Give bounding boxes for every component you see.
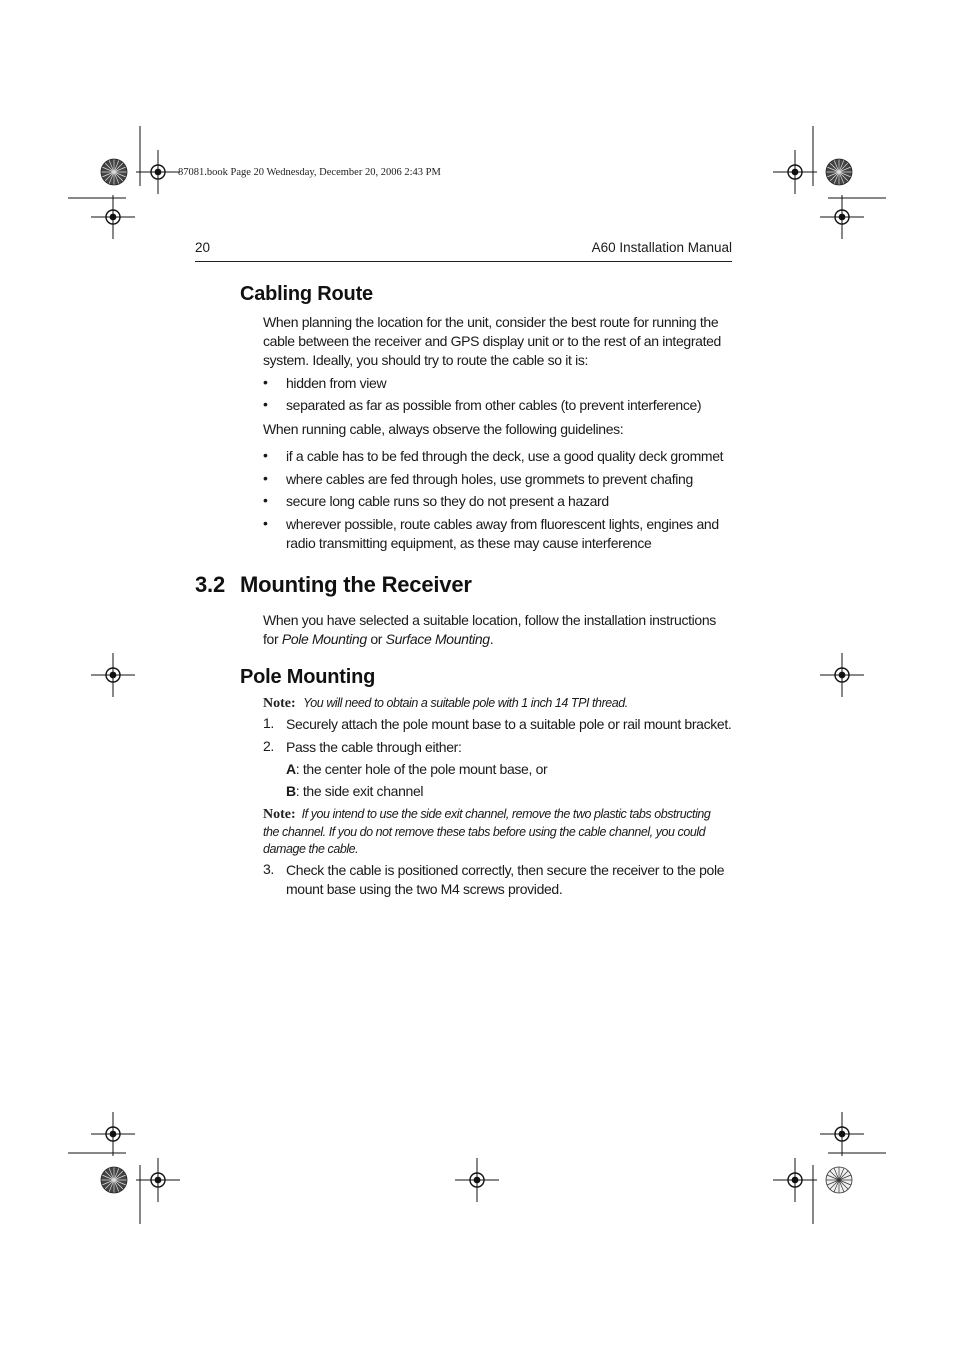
step-text: Securely attach the pole mount base to a suitable pole or rail mount bracket.: [286, 716, 732, 732]
text-line: cable between the receiver and GPS display unit or to the rest of an integrated: [263, 333, 721, 349]
guidelines-intro: When running cable, always observe the following guidelines:: [263, 421, 624, 437]
cabling-intro: [263, 313, 721, 370]
text-span: for: [263, 631, 282, 647]
note-text: You will need to obtain a suitable pole with 1 inch 14 TPI thread.: [303, 696, 628, 710]
note-label: Note:: [263, 807, 296, 822]
text-line: When planning the location for the unit, consider the best route for running the: [263, 314, 719, 330]
step-number: 1.: [263, 715, 274, 731]
pole-mounting-heading: Pole Mounting: [240, 666, 376, 688]
note-2: [263, 805, 743, 859]
text-line: When you have selected a suitable location, follow the installation instructions: [263, 612, 716, 628]
surface-mounting-link[interactable]: Surface Mounting: [385, 631, 490, 647]
text-line: [263, 630, 716, 649]
bullet-symbol: •: [263, 492, 268, 508]
pole-mounting-link[interactable]: Pole Mounting: [281, 631, 367, 647]
text-line: Check the cable is positioned correctly, then secure the receiver to the pole: [286, 862, 725, 878]
step-text: [286, 861, 724, 899]
section-heading: Mounting the Receiver: [240, 572, 472, 597]
bullet-symbol: •: [263, 396, 268, 412]
note-label: Note:: [263, 696, 296, 711]
manual-title: A60 Installation Manual: [591, 240, 732, 255]
text-line: system. Ideally, you should try to route the cable so it is:: [263, 352, 589, 368]
step-number: 3.: [263, 861, 274, 877]
option-a: [286, 760, 547, 779]
mounting-intro: [263, 611, 716, 649]
note-text: If you intend to use the side exit channel, remove the two plastic tabs obstructing: [301, 807, 711, 821]
cabling-route-heading: Cabling Route: [240, 283, 373, 305]
text-line: damage the cable.: [263, 842, 359, 856]
list-item: separated as far as possible from other cables (to prevent interference): [286, 397, 702, 413]
bullet-symbol: •: [263, 447, 268, 463]
list-item: secure long cable runs so they do not present a hazard: [286, 493, 609, 509]
option-key: A: [286, 761, 296, 777]
section-number: 3.2: [195, 572, 225, 597]
text-span: .: [489, 631, 494, 647]
header-rule: [195, 261, 732, 262]
list-item: hidden from view: [286, 375, 387, 391]
bullet-symbol: •: [263, 374, 268, 390]
page-number: 20: [195, 240, 211, 255]
bullet-symbol: •: [263, 470, 268, 486]
list-item: where cables are fed through holes, use grommets to prevent chafing: [286, 471, 693, 487]
option-text: : the center hole of the pole mount base, or: [295, 761, 548, 777]
option-b: [286, 782, 423, 801]
option-text: : the side exit channel: [295, 783, 424, 799]
list-item: if a cable has to be fed through the deck, use a good quality deck grommet: [286, 448, 724, 464]
text-line: radio transmitting equipment, as these may cause interference: [286, 535, 652, 551]
text-line: the channel. If you do not remove these tabs before using the cable channel, you could: [263, 824, 706, 839]
text-span: or: [366, 631, 386, 647]
text-line: wherever possible, route cables away from fluorescent lights, engines and: [286, 516, 719, 532]
step-text: Pass the cable through either:: [286, 739, 462, 755]
text-line: mount base using the two M4 screws provided.: [286, 881, 563, 897]
list-item: [286, 515, 719, 553]
note-1: [263, 694, 628, 713]
option-key: B: [286, 783, 296, 799]
text-line: [263, 805, 743, 824]
print-slug: 87081.book Page 20 Wednesday, December 20, 2006 2:43 PM: [178, 167, 441, 178]
step-number: 2.: [263, 738, 274, 754]
bullet-symbol: •: [263, 515, 268, 531]
